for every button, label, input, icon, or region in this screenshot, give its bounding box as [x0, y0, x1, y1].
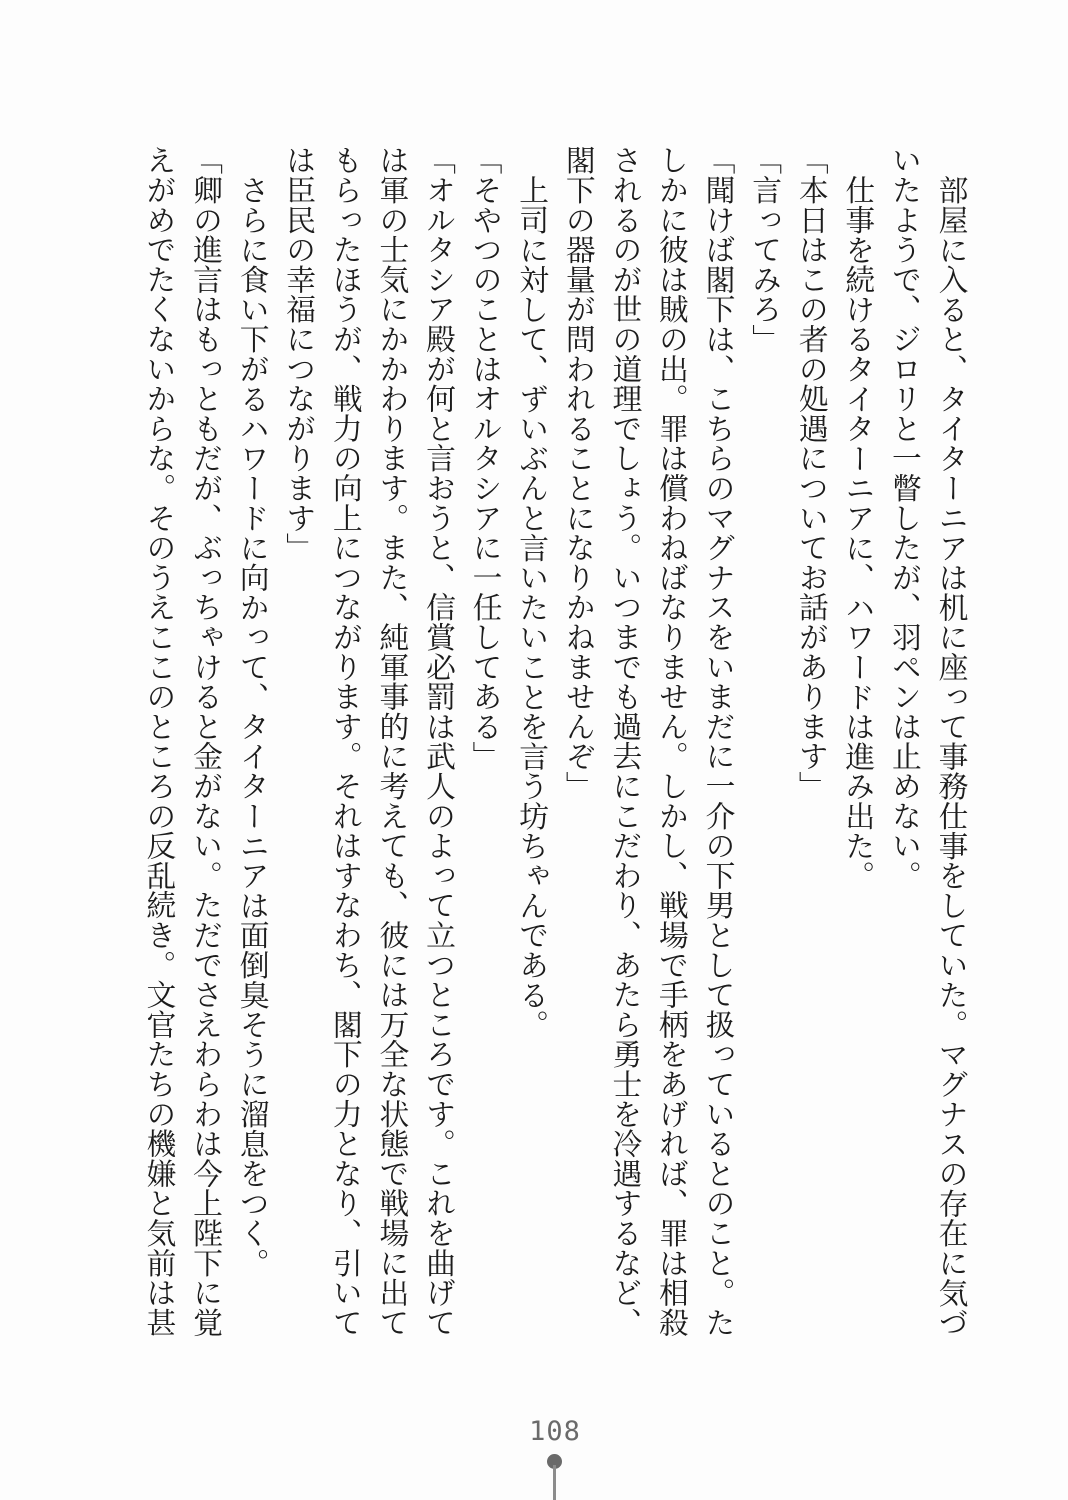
page-number: 108: [529, 1416, 581, 1447]
paragraph: 「そやつのことはオルタシアに一任してある」: [467, 145, 503, 771]
paragraph: さらに食い下がるハワードに向かって、タイターニアは面倒臭そうに溜息をつく。: [234, 174, 270, 1278]
paragraph: 「言ってみろ」: [746, 145, 782, 354]
body-text: [134, 145, 973, 1337]
pin-stem: [553, 1465, 556, 1500]
paragraph: 上司に対して、ずいぶんと言いたいことを言う坊ちゃんである。: [513, 174, 549, 1039]
paragraph: 部屋に入ると、タイターニアは机に座って事務仕事をしていた。マグナスの存在に気づいたようで、ジロリと一瞥したが、羽ペンは止めない。: [886, 145, 968, 1337]
paragraph: 「本日はこの者の処遇についてお話があります」: [793, 145, 829, 801]
paragraph: 「聞けば閣下は、こちらのマグナスをいまだに一介の下男として扱っているとのこと。たしかに彼は賊の出。罪は償わねばなりません。しかし、戦場で手柄をあげれば、罪は相殺されるのが世の道理でしょう。いつまでも過去にこだわり、あたら勇士を冷遇するなど、閣下の器量が問われることになりかねませんぞ」: [560, 145, 736, 1337]
paragraph: 「オルタシア殿が何と言おうと、信賞必罰は武人のよって立つところです。これを曲げては軍の士気にかかわります。また、純軍事的に考えても、彼には万全な状態で戦場に出てもらったほうが、戦力の向上につながります。それはすなわち、閣下の力となり、引いては臣民の幸福につながります」: [280, 145, 456, 1337]
paragraph: 仕事を続けるタイターニアに、ハワードは進み出た。: [839, 174, 875, 890]
paragraph: 「卿の進言はもっともだが、ぶっちゃけると金がない。ただでさえわらわは今上陛下に覚えがめでたくないからな。そのうえここのところの反乱続き。文官たちの機嫌と気前は甚: [140, 145, 223, 1337]
